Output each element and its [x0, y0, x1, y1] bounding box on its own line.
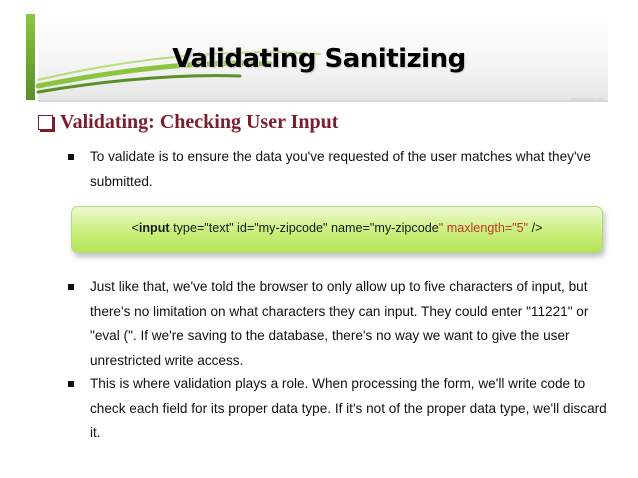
bullet-text: This is where validation plays a role. When processing the form, we'll write code to check each field for its proper data type. If it's not of the proper data type, we'll discard it.: [90, 376, 607, 440]
code-attrs-highlight: " maxlength="5": [438, 221, 529, 235]
page-title: Validating Sanitizing: [172, 44, 466, 74]
bullet-text: Just like that, we've told the browser to only allow up to five characters of input, but there's no limitation on what characters they can input. They could enter "11221" or "eval (". If we're saving to the database, there's no way we want to give the user unrestricted write access.: [90, 279, 589, 368]
square-bullet-icon: [68, 154, 74, 160]
checkbox-bullet-icon: [38, 115, 53, 130]
bullet-item: [68, 372, 608, 446]
code-open-bracket: <: [131, 221, 139, 235]
watermark: www.example.com: [570, 96, 604, 101]
square-bullet-icon: [68, 284, 74, 290]
code-snippet: [72, 221, 602, 235]
code-snippet-box: [71, 206, 603, 253]
code-attrs: type="text" id="my-zipcode" name="my-zipcode: [169, 221, 439, 235]
bullet-text: To validate is to ensure the data you've requested of the user matches what they've submitted.: [90, 149, 591, 189]
section-heading: [38, 111, 338, 134]
bullet-item: [68, 145, 608, 194]
section-heading-text: Validating: Checking User Input: [60, 111, 339, 133]
bullet-item: [68, 275, 608, 373]
square-bullet-icon: [68, 381, 74, 387]
code-close: />: [528, 221, 543, 235]
code-tag: input: [138, 221, 170, 235]
